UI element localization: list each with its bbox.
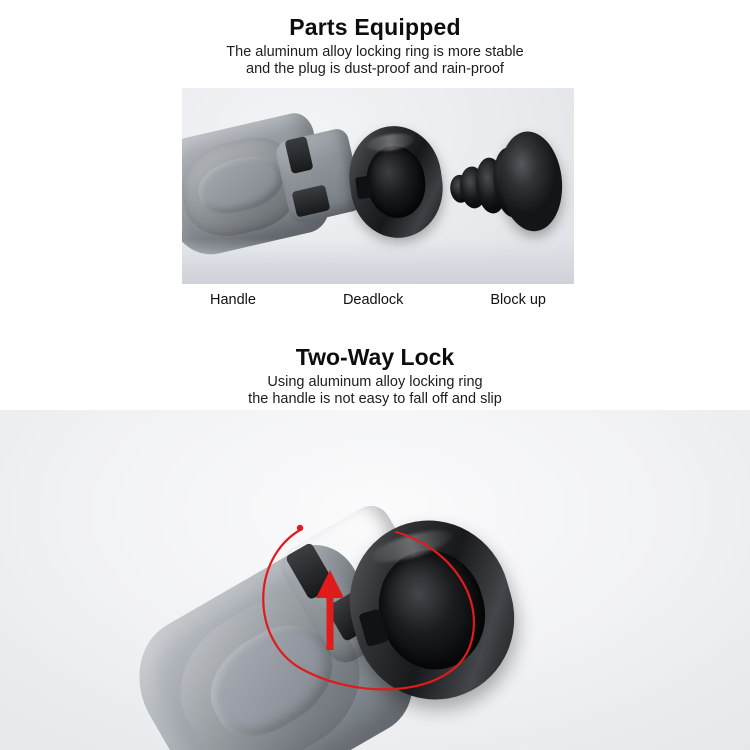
two-way-lock-subtitle bbox=[0, 374, 750, 408]
parts-labels-row bbox=[182, 292, 574, 308]
part-label-handle: Handle bbox=[210, 292, 256, 308]
parts-equipped-subtitle-line2: and the plug is dust-proof and rain-proof bbox=[246, 61, 504, 77]
plug-cap bbox=[495, 128, 567, 234]
two-way-lock-section bbox=[0, 336, 750, 750]
part-label-deadlock: Deadlock bbox=[342, 292, 404, 308]
two-way-lock-title: Two-Way Lock bbox=[295, 344, 455, 370]
two-way-lock-subtitle-line1: Using aluminum alloy locking ring bbox=[267, 374, 483, 390]
block-up-plug-image bbox=[445, 124, 568, 243]
parts-equipped-photo bbox=[182, 88, 574, 284]
parts-equipped-title: Parts Equipped bbox=[289, 14, 461, 40]
deadlock-ring-notch bbox=[355, 176, 372, 200]
parts-equipped-section bbox=[0, 0, 750, 332]
two-way-lock-photo bbox=[0, 410, 750, 750]
two-way-lock-subtitle-line2: the handle is not easy to fall off and slip bbox=[248, 391, 502, 407]
part-label-block-up: Block up bbox=[490, 292, 546, 308]
handle-part-image bbox=[182, 104, 364, 284]
deadlock-ring-image bbox=[343, 120, 450, 244]
parts-equipped-subtitle bbox=[0, 44, 750, 77]
parts-equipped-subtitle-line1: The aluminum alloy locking ring is more stable bbox=[226, 44, 524, 60]
